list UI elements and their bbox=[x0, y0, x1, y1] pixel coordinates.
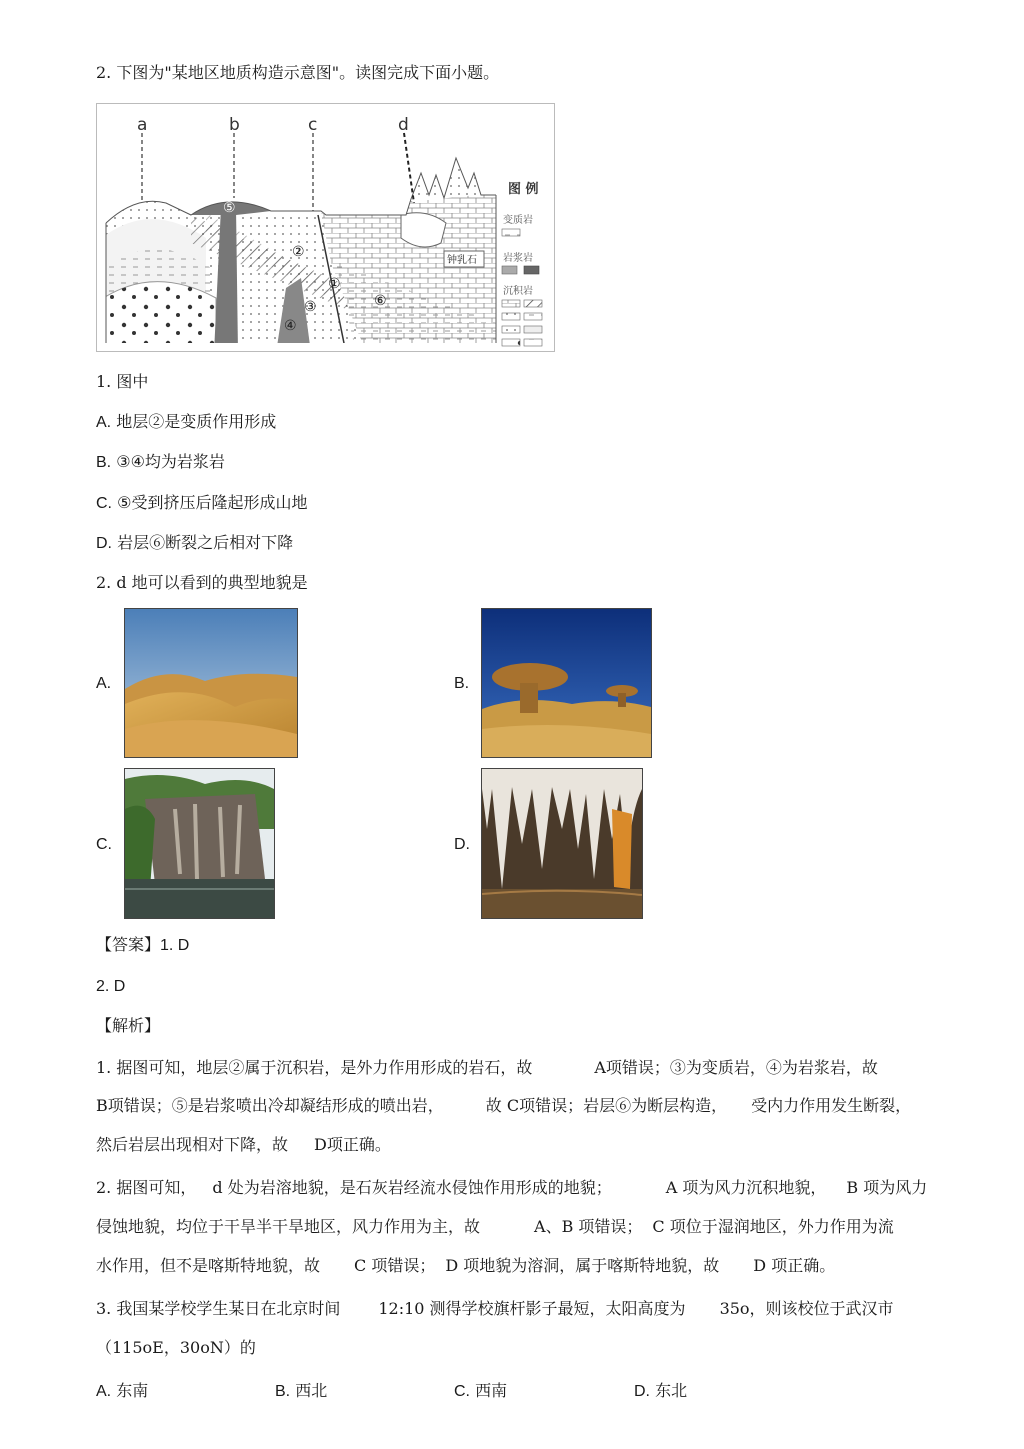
analysis-p1-line1: 1. 据图可知，地层②属于沉积岩，是外力作用形成的岩石，故 A项错误；③为变质岩，④为岩浆岩，故 bbox=[96, 1058, 878, 1077]
sub1-option-d[interactable]: D. 岩层⑥断裂之后相对下降 bbox=[96, 533, 294, 552]
diagram-circle-4: ④ bbox=[284, 318, 297, 334]
question-3-line1: 3. 我国某学校学生某日在北京时间 12:10 测得学校旗杆影子最短，太阳高度为 35o，则该校位于武汉市 bbox=[96, 1299, 894, 1318]
answer-line-1: 【答案】1. D bbox=[96, 935, 190, 954]
diagram-label-d: d bbox=[398, 115, 409, 135]
sub2-option-d-label[interactable]: D. bbox=[454, 836, 470, 853]
answer-line-2: 2. D bbox=[96, 978, 126, 995]
sub2-option-b-label[interactable]: B. bbox=[454, 675, 470, 692]
karst-cliff-image bbox=[124, 768, 275, 919]
sub1-option-b[interactable]: B. ③④均为岩浆岩 bbox=[96, 452, 225, 471]
analysis-p2-line2: 侵蚀地貌，均位于干旱半干旱地区，风力作用为主，故 A、B 项错误； C 项位于湿润地区，外力作用为流 bbox=[96, 1217, 894, 1236]
diagram-label-c: c bbox=[308, 115, 318, 135]
analysis-p1-line3: 然后岩层出现相对下降，故 D项正确。 bbox=[96, 1135, 391, 1154]
q3-option-c[interactable]: C. 西南 bbox=[454, 1381, 508, 1400]
sub2-option-c-label[interactable]: C. bbox=[96, 836, 112, 853]
desert-dunes-image bbox=[124, 608, 298, 758]
stalactite-label: 钟乳石 bbox=[447, 255, 477, 266]
diagram-circle-5: ⑤ bbox=[223, 200, 236, 216]
question-3-line2: （115oE，30oN）的 bbox=[96, 1338, 256, 1357]
diagram-label-a: a bbox=[137, 115, 148, 135]
diagram-circle-3: ③ bbox=[304, 299, 317, 315]
legend-title: 图 例 bbox=[508, 182, 539, 197]
diagram-circle-6: ⑥ bbox=[374, 293, 387, 309]
legend-metamorphic: 变质岩 bbox=[503, 215, 533, 226]
q3-option-a[interactable]: A. 东南 bbox=[96, 1381, 149, 1400]
sub1-stem: 1. 图中 bbox=[96, 372, 149, 391]
analysis-p2-line3: 水作用，但不是喀斯特地貌，故 C 项错误； D 项地貌为溶洞，属于喀斯特地貌，故 D 项正确。 bbox=[96, 1256, 836, 1275]
diagram-circle-1: ① bbox=[328, 276, 341, 292]
analysis-tag: 【解析】 bbox=[96, 1016, 161, 1035]
analysis-p2-line1: 2. 据图可知， d 处为岩溶地貌，是石灰岩经流水侵蚀作用形成的地貌； A 项为风力沉积地貌， B 项为风力 bbox=[96, 1178, 928, 1197]
geologic-structure-diagram bbox=[96, 103, 556, 353]
diagram-circle-2: ② bbox=[292, 244, 305, 260]
sub1-option-a[interactable]: A. 地层②是变质作用形成 bbox=[96, 412, 277, 431]
legend-sedimentary: 沉积岩 bbox=[503, 286, 533, 297]
q3-option-b[interactable]: B. 西北 bbox=[275, 1381, 328, 1400]
question-2-intro: 2. 下图为"某地区地质构造示意图"。读图完成下面小题。 bbox=[96, 63, 500, 82]
sub2-stem: 2. d 地可以看到的典型地貌是 bbox=[96, 573, 308, 592]
diagram-label-b: b bbox=[229, 115, 240, 135]
analysis-p1-line2: B项错误；⑤是岩浆喷出冷却凝结形成的喷出岩， 故 C项错误；岩层⑥为断层构造， 受内力作用发生断裂， bbox=[96, 1096, 912, 1115]
sub1-option-c[interactable]: C. ⑤受到挤压后隆起形成山地 bbox=[96, 493, 308, 512]
stalactite-cave-image bbox=[481, 768, 643, 919]
mushroom-rock-image bbox=[481, 608, 652, 758]
q3-option-d[interactable]: D. 东北 bbox=[634, 1381, 688, 1400]
legend-igneous: 岩浆岩 bbox=[503, 253, 533, 264]
answer-tag: 【答案】 bbox=[96, 935, 161, 954]
sub2-option-a-label[interactable]: A. bbox=[96, 675, 112, 692]
